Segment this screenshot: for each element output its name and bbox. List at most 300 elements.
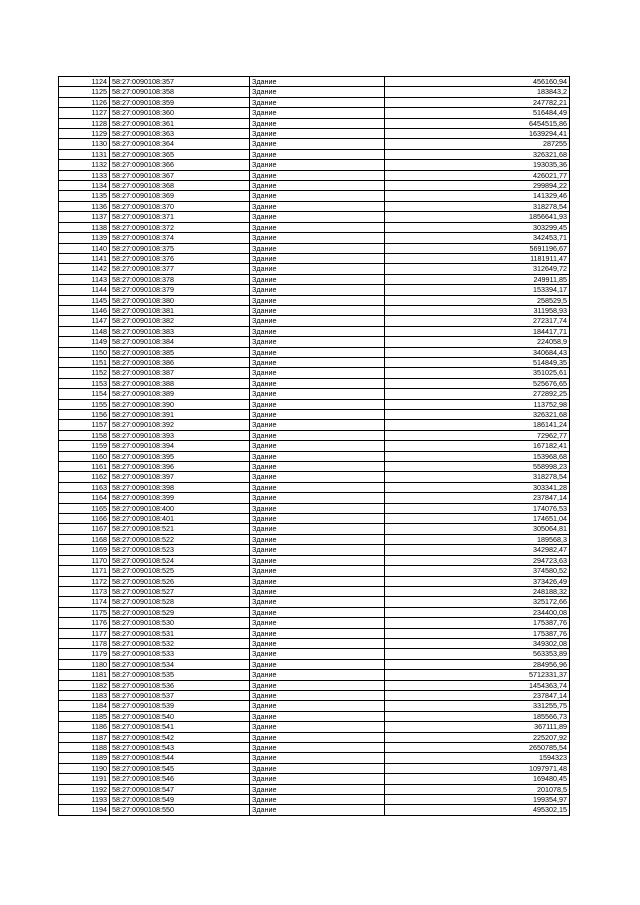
value-cell: 563353,89 (385, 649, 570, 659)
cadastral-number-cell: 58:27:0090108:532 (110, 638, 250, 648)
cadastral-number-cell: 58:27:0090108:376 (110, 253, 250, 263)
table-row (59, 420, 570, 430)
table-row (59, 618, 570, 628)
row-number-cell: 1125 (59, 87, 110, 97)
table-row (59, 586, 570, 596)
value-cell: 342453,71 (385, 233, 570, 243)
table-row (59, 108, 570, 118)
object-type-cell: Здание (250, 482, 385, 492)
cadastral-number-cell: 58:27:0090108:366 (110, 160, 250, 170)
row-number-cell: 1129 (59, 129, 110, 139)
row-number-cell: 1191 (59, 774, 110, 784)
object-type-cell: Здание (250, 462, 385, 472)
value-cell: 72962,77 (385, 430, 570, 440)
cadastral-number-cell: 58:27:0090108:378 (110, 274, 250, 284)
object-type-cell: Здание (250, 316, 385, 326)
cadastral-number-cell: 58:27:0090108:544 (110, 753, 250, 763)
object-type-cell: Здание (250, 357, 385, 367)
row-number-cell: 1140 (59, 243, 110, 253)
value-cell: 225207,92 (385, 732, 570, 742)
value-cell: 1856641,93 (385, 212, 570, 222)
cadastral-number-cell: 58:27:0090108:380 (110, 295, 250, 305)
value-cell: 234400,08 (385, 607, 570, 617)
row-number-cell: 1144 (59, 285, 110, 295)
cadastral-number-cell: 58:27:0090108:528 (110, 597, 250, 607)
table-row (59, 743, 570, 753)
row-number-cell: 1147 (59, 316, 110, 326)
object-type-cell: Здание (250, 191, 385, 201)
value-cell: 153968,68 (385, 451, 570, 461)
table-row (59, 191, 570, 201)
value-cell: 325172,66 (385, 597, 570, 607)
object-type-cell: Здание (250, 628, 385, 638)
cadastral-number-cell: 58:27:0090108:360 (110, 108, 250, 118)
value-cell: 340684,43 (385, 347, 570, 357)
table-row (59, 690, 570, 700)
table-row (59, 722, 570, 732)
value-cell: 272892,25 (385, 389, 570, 399)
cadastral-number-cell: 58:27:0090108:524 (110, 555, 250, 565)
object-type-cell: Здание (250, 597, 385, 607)
table-row (59, 774, 570, 784)
cadastral-number-cell: 58:27:0090108:383 (110, 326, 250, 336)
value-cell: 294723,63 (385, 555, 570, 565)
row-number-cell: 1182 (59, 680, 110, 690)
value-cell: 318278,54 (385, 472, 570, 482)
table-row (59, 451, 570, 461)
object-type-cell: Здание (250, 201, 385, 211)
table-row (59, 368, 570, 378)
row-number-cell: 1128 (59, 118, 110, 128)
table-row (59, 576, 570, 586)
cadastral-number-cell: 58:27:0090108:388 (110, 378, 250, 388)
value-cell: 248188,32 (385, 586, 570, 596)
table-row (59, 181, 570, 191)
row-number-cell: 1137 (59, 212, 110, 222)
object-type-cell: Здание (250, 524, 385, 534)
object-type-cell: Здание (250, 410, 385, 420)
table-row (59, 545, 570, 555)
table-row (59, 337, 570, 347)
row-number-cell: 1126 (59, 97, 110, 107)
object-type-cell: Здание (250, 368, 385, 378)
cadastral-number-cell: 58:27:0090108:363 (110, 129, 250, 139)
cadastral-number-cell: 58:27:0090108:374 (110, 233, 250, 243)
table-row (59, 118, 570, 128)
row-number-cell: 1179 (59, 649, 110, 659)
value-cell: 237847,14 (385, 493, 570, 503)
value-cell: 326321,68 (385, 149, 570, 159)
value-cell: 525676,65 (385, 378, 570, 388)
value-cell: 287255 (385, 139, 570, 149)
value-cell: 199354,97 (385, 795, 570, 805)
value-cell: 1097971,48 (385, 763, 570, 773)
table-row (59, 462, 570, 472)
table-row (59, 482, 570, 492)
value-cell: 456160,94 (385, 77, 570, 87)
row-number-cell: 1186 (59, 722, 110, 732)
row-number-cell: 1130 (59, 139, 110, 149)
cadastral-number-cell: 58:27:0090108:369 (110, 191, 250, 201)
table-row (59, 670, 570, 680)
row-number-cell: 1164 (59, 493, 110, 503)
row-number-cell: 1168 (59, 534, 110, 544)
row-number-cell: 1159 (59, 441, 110, 451)
value-cell: 113752,98 (385, 399, 570, 409)
row-number-cell: 1153 (59, 378, 110, 388)
row-number-cell: 1173 (59, 586, 110, 596)
row-number-cell: 1193 (59, 795, 110, 805)
cadastral-number-cell: 58:27:0090108:525 (110, 566, 250, 576)
cadastral-number-cell: 58:27:0090108:526 (110, 576, 250, 586)
row-number-cell: 1172 (59, 576, 110, 586)
cadastral-number-cell: 58:27:0090108:401 (110, 514, 250, 524)
table-row (59, 711, 570, 721)
object-type-cell: Здание (250, 420, 385, 430)
cadastral-number-cell: 58:27:0090108:540 (110, 711, 250, 721)
table-row (59, 493, 570, 503)
value-cell: 258529,5 (385, 295, 570, 305)
row-number-cell: 1181 (59, 670, 110, 680)
value-cell: 1454363,74 (385, 680, 570, 690)
table-row (59, 680, 570, 690)
table-row (59, 472, 570, 482)
row-number-cell: 1150 (59, 347, 110, 357)
table-row (59, 763, 570, 773)
row-number-cell: 1160 (59, 451, 110, 461)
table-row (59, 222, 570, 232)
table-row (59, 253, 570, 263)
cadastral-number-cell: 58:27:0090108:359 (110, 97, 250, 107)
row-number-cell: 1176 (59, 618, 110, 628)
cadastral-number-cell: 58:27:0090108:393 (110, 430, 250, 440)
object-type-cell: Здание (250, 87, 385, 97)
object-type-cell: Здание (250, 118, 385, 128)
cadastral-number-cell: 58:27:0090108:397 (110, 472, 250, 482)
value-cell: 1181911,47 (385, 253, 570, 263)
value-cell: 5691196,67 (385, 243, 570, 253)
table-row (59, 285, 570, 295)
cadastral-number-cell: 58:27:0090108:539 (110, 701, 250, 711)
cadastral-number-cell: 58:27:0090108:389 (110, 389, 250, 399)
value-cell: 326321,68 (385, 410, 570, 420)
value-cell: 272317,74 (385, 316, 570, 326)
object-type-cell: Здание (250, 441, 385, 451)
row-number-cell: 1152 (59, 368, 110, 378)
cadastral-number-cell: 58:27:0090108:522 (110, 534, 250, 544)
table-row (59, 410, 570, 420)
object-type-cell: Здание (250, 670, 385, 680)
object-type-cell: Здание (250, 659, 385, 669)
table-row (59, 784, 570, 794)
value-cell: 318278,54 (385, 201, 570, 211)
value-cell: 1639294,41 (385, 129, 570, 139)
object-type-cell: Здание (250, 690, 385, 700)
table-row (59, 514, 570, 524)
value-cell: 514849,35 (385, 357, 570, 367)
row-number-cell: 1155 (59, 399, 110, 409)
row-number-cell: 1169 (59, 545, 110, 555)
value-cell: 331255,75 (385, 701, 570, 711)
cadastral-number-cell: 58:27:0090108:541 (110, 722, 250, 732)
value-cell: 6454515,86 (385, 118, 570, 128)
cadastral-number-cell: 58:27:0090108:398 (110, 482, 250, 492)
object-type-cell: Здание (250, 233, 385, 243)
object-type-cell: Здание (250, 285, 385, 295)
value-cell: 374580,52 (385, 566, 570, 576)
row-number-cell: 1177 (59, 628, 110, 638)
object-type-cell: Здание (250, 743, 385, 753)
object-type-cell: Здание (250, 253, 385, 263)
value-cell: 426021,77 (385, 170, 570, 180)
cadastral-number-cell: 58:27:0090108:375 (110, 243, 250, 253)
table-row (59, 659, 570, 669)
cadastral-number-cell: 58:27:0090108:542 (110, 732, 250, 742)
cadastral-number-cell: 58:27:0090108:387 (110, 368, 250, 378)
object-type-cell: Здание (250, 337, 385, 347)
value-cell: 185566,73 (385, 711, 570, 721)
value-cell: 516484,49 (385, 108, 570, 118)
object-type-cell: Здание (250, 732, 385, 742)
value-cell: 141329,46 (385, 191, 570, 201)
cadastral-number-cell: 58:27:0090108:527 (110, 586, 250, 596)
object-type-cell: Здание (250, 514, 385, 524)
row-number-cell: 1145 (59, 295, 110, 305)
row-number-cell: 1180 (59, 659, 110, 669)
cadastral-number-cell: 58:27:0090108:390 (110, 399, 250, 409)
value-cell: 224058,9 (385, 337, 570, 347)
value-cell: 5712331,37 (385, 670, 570, 680)
cadastral-number-cell: 58:27:0090108:547 (110, 784, 250, 794)
value-cell: 351025,61 (385, 368, 570, 378)
table-row (59, 243, 570, 253)
value-cell: 284956,96 (385, 659, 570, 669)
object-type-cell: Здание (250, 243, 385, 253)
row-number-cell: 1133 (59, 170, 110, 180)
object-type-cell: Здание (250, 295, 385, 305)
object-type-cell: Здание (250, 534, 385, 544)
value-cell: 305064,81 (385, 524, 570, 534)
cadastral-number-cell: 58:27:0090108:395 (110, 451, 250, 461)
table-row (59, 274, 570, 284)
row-number-cell: 1158 (59, 430, 110, 440)
table-row (59, 597, 570, 607)
object-type-cell: Здание (250, 212, 385, 222)
object-type-cell: Здание (250, 711, 385, 721)
object-type-cell: Здание (250, 149, 385, 159)
table-row (59, 805, 570, 815)
cadastral-number-cell: 58:27:0090108:372 (110, 222, 250, 232)
object-type-cell: Здание (250, 326, 385, 336)
object-type-cell: Здание (250, 430, 385, 440)
object-type-cell: Здание (250, 170, 385, 180)
row-number-cell: 1162 (59, 472, 110, 482)
row-number-cell: 1167 (59, 524, 110, 534)
object-type-cell: Здание (250, 722, 385, 732)
table-row (59, 503, 570, 513)
table-row (59, 149, 570, 159)
object-type-cell: Здание (250, 555, 385, 565)
cadastral-number-cell: 58:27:0090108:379 (110, 285, 250, 295)
cadastral-number-cell: 58:27:0090108:534 (110, 659, 250, 669)
object-type-cell: Здание (250, 378, 385, 388)
object-type-cell: Здание (250, 680, 385, 690)
row-number-cell: 1190 (59, 763, 110, 773)
table-row (59, 753, 570, 763)
row-number-cell: 1154 (59, 389, 110, 399)
cadastral-number-cell: 58:27:0090108:368 (110, 181, 250, 191)
row-number-cell: 1161 (59, 462, 110, 472)
object-type-cell: Здание (250, 160, 385, 170)
table-row (59, 389, 570, 399)
table-row (59, 212, 570, 222)
value-cell: 169480,45 (385, 774, 570, 784)
table-row (59, 524, 570, 534)
row-number-cell: 1156 (59, 410, 110, 420)
table-row (59, 732, 570, 742)
cadastral-number-cell: 58:27:0090108:523 (110, 545, 250, 555)
value-cell: 186141,24 (385, 420, 570, 430)
table-row (59, 139, 570, 149)
object-type-cell: Здание (250, 139, 385, 149)
value-cell: 367111,89 (385, 722, 570, 732)
cadastral-number-cell: 58:27:0090108:371 (110, 212, 250, 222)
row-number-cell: 1157 (59, 420, 110, 430)
row-number-cell: 1136 (59, 201, 110, 211)
table-row (59, 628, 570, 638)
value-cell: 299894,22 (385, 181, 570, 191)
cadastral-number-cell: 58:27:0090108:550 (110, 805, 250, 815)
row-number-cell: 1183 (59, 690, 110, 700)
table-row (59, 795, 570, 805)
value-cell: 153394,17 (385, 285, 570, 295)
cadastral-number-cell: 58:27:0090108:537 (110, 690, 250, 700)
value-cell: 175387,76 (385, 618, 570, 628)
object-type-cell: Здание (250, 389, 385, 399)
value-cell: 183843,2 (385, 87, 570, 97)
table-body (59, 77, 570, 816)
value-cell: 373426,49 (385, 576, 570, 586)
cadastral-number-cell: 58:27:0090108:546 (110, 774, 250, 784)
row-number-cell: 1149 (59, 337, 110, 347)
object-type-cell: Здание (250, 649, 385, 659)
cadastral-number-cell: 58:27:0090108:535 (110, 670, 250, 680)
cadastral-number-cell: 58:27:0090108:384 (110, 337, 250, 347)
object-type-cell: Здание (250, 753, 385, 763)
object-type-cell: Здание (250, 181, 385, 191)
cadastral-number-cell: 58:27:0090108:549 (110, 795, 250, 805)
value-cell: 342982,47 (385, 545, 570, 555)
table-row (59, 607, 570, 617)
table-row (59, 430, 570, 440)
object-type-cell: Здание (250, 607, 385, 617)
object-type-cell: Здание (250, 399, 385, 409)
row-number-cell: 1135 (59, 191, 110, 201)
table-row (59, 441, 570, 451)
value-cell: 175387,76 (385, 628, 570, 638)
object-type-cell: Здание (250, 701, 385, 711)
row-number-cell: 1184 (59, 701, 110, 711)
cadastral-number-cell: 58:27:0090108:396 (110, 462, 250, 472)
row-number-cell: 1132 (59, 160, 110, 170)
object-type-cell: Здание (250, 586, 385, 596)
value-cell: 174651,04 (385, 514, 570, 524)
row-number-cell: 1163 (59, 482, 110, 492)
row-number-cell: 1134 (59, 181, 110, 191)
row-number-cell: 1165 (59, 503, 110, 513)
cadastral-number-cell: 58:27:0090108:531 (110, 628, 250, 638)
table-row (59, 160, 570, 170)
object-type-cell: Здание (250, 264, 385, 274)
object-type-cell: Здание (250, 108, 385, 118)
row-number-cell: 1174 (59, 597, 110, 607)
cadastral-number-cell: 58:27:0090108:399 (110, 493, 250, 503)
cadastral-number-cell: 58:27:0090108:392 (110, 420, 250, 430)
row-number-cell: 1185 (59, 711, 110, 721)
cadastral-number-cell: 58:27:0090108:357 (110, 77, 250, 87)
row-number-cell: 1143 (59, 274, 110, 284)
value-cell: 1594323 (385, 753, 570, 763)
value-cell: 167182,41 (385, 441, 570, 451)
cadastral-number-cell: 58:27:0090108:385 (110, 347, 250, 357)
object-type-cell: Здание (250, 493, 385, 503)
cadastral-number-cell: 58:27:0090108:358 (110, 87, 250, 97)
table-row (59, 326, 570, 336)
row-number-cell: 1146 (59, 305, 110, 315)
value-cell: 189568,3 (385, 534, 570, 544)
value-cell: 303341,28 (385, 482, 570, 492)
row-number-cell: 1142 (59, 264, 110, 274)
row-number-cell: 1124 (59, 77, 110, 87)
object-type-cell: Здание (250, 347, 385, 357)
cadastral-number-cell: 58:27:0090108:381 (110, 305, 250, 315)
object-type-cell: Здание (250, 222, 385, 232)
table-row (59, 566, 570, 576)
row-number-cell: 1151 (59, 357, 110, 367)
object-type-cell: Здание (250, 774, 385, 784)
object-type-cell: Здание (250, 451, 385, 461)
value-cell: 312649,72 (385, 264, 570, 274)
table-row (59, 378, 570, 388)
value-cell: 495302,15 (385, 805, 570, 815)
object-type-cell: Здание (250, 305, 385, 315)
row-number-cell: 1178 (59, 638, 110, 648)
table-row (59, 170, 570, 180)
value-cell: 249911,85 (385, 274, 570, 284)
object-type-cell: Здание (250, 129, 385, 139)
table-row (59, 201, 570, 211)
table-row (59, 87, 570, 97)
value-cell: 184417,71 (385, 326, 570, 336)
document-page (58, 76, 569, 816)
row-number-cell: 1131 (59, 149, 110, 159)
value-cell: 174076,53 (385, 503, 570, 513)
value-cell: 311958,93 (385, 305, 570, 315)
object-type-cell: Здание (250, 97, 385, 107)
cadastral-number-cell: 58:27:0090108:391 (110, 410, 250, 420)
row-number-cell: 1166 (59, 514, 110, 524)
cadastral-number-cell: 58:27:0090108:545 (110, 763, 250, 773)
table-row (59, 555, 570, 565)
cadastral-number-cell: 58:27:0090108:367 (110, 170, 250, 180)
object-type-cell: Здание (250, 638, 385, 648)
object-type-cell: Здание (250, 784, 385, 794)
value-cell: 237847,14 (385, 690, 570, 700)
table-row (59, 129, 570, 139)
cadastral-number-cell: 58:27:0090108:370 (110, 201, 250, 211)
row-number-cell: 1175 (59, 607, 110, 617)
row-number-cell: 1187 (59, 732, 110, 742)
